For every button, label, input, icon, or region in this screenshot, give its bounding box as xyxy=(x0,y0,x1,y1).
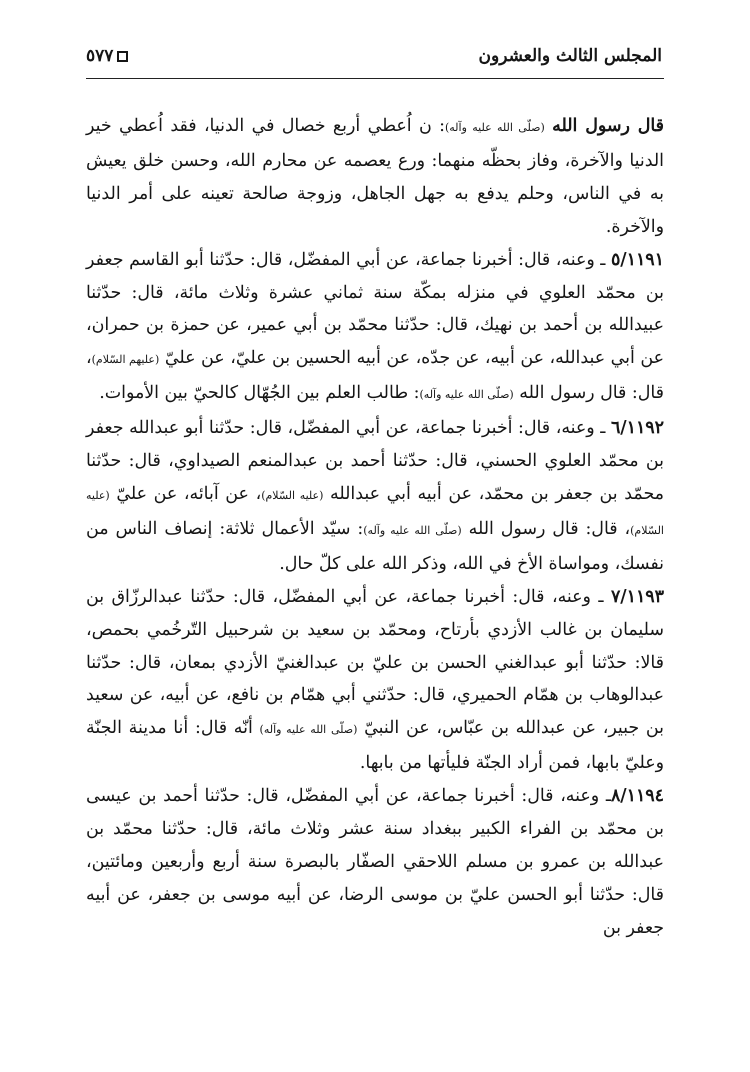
body-text xyxy=(86,110,664,945)
paragraph-text: ، قال: قال رسول الله xyxy=(86,348,664,404)
paragraph-4 xyxy=(86,581,664,780)
salutation: (صلّى الله عليه وآله) xyxy=(259,723,358,737)
header-rule xyxy=(86,78,664,79)
salutation: (عليه السّلام) xyxy=(261,488,324,502)
paragraph-text: ـ وعنه، قال: أخبرنا جماعة، عن أبي المفضّل، قال: حدّثنا أبو عبدالله جعفر بن محمّد العلوي الحسني، قال: حدّثنا أحمد بن عبدالمنعم الصيداوي، قال: حدّثنا محمّد بن جعفر بن محمّد، عن أبيه أبي عبدالله xyxy=(86,418,664,504)
paragraph-3 xyxy=(86,412,664,581)
page-header xyxy=(0,0,750,90)
salutation: (صلّى الله عليه وآله) xyxy=(419,388,514,402)
hadith-number: ٥/١١٩١ xyxy=(610,249,664,270)
paragraph-text: ، عن آبائه، عن عليّ xyxy=(109,483,262,504)
chapter-title: المجلس الثالث والعشرون xyxy=(478,46,662,66)
salutation: (عليهم السّلام) xyxy=(91,353,160,367)
square-icon xyxy=(117,51,128,62)
hadith-number: ٦/١١٩٢ xyxy=(610,418,664,439)
page-number-block xyxy=(86,46,128,66)
salutation: (عليه السّلام) xyxy=(86,488,664,537)
paragraph-2 xyxy=(86,244,664,413)
paragraph-text: : سيّد الأعمال ثلاثة: إنصاف الناس من نفسك، ومواساة الأخ في الله، وذكر الله على كلّ حال. xyxy=(86,518,664,574)
salutation: (صلّى الله عليه وآله) xyxy=(363,523,462,537)
paragraph-text: : طالب العلم بين الجُهّال كالحيّ بين الأموات. xyxy=(99,383,420,404)
paragraph-text: : ن اُعطي أربع خصال في الدنيا، فقد اُعطي خير الدنيا والآخرة، وفاز بحظّه منهما: ورع يعصمه عن محارم الله، وحسن خلق يعيش به في الناس، وحلم يدفع به جهل الجاهل، وزوجة صالحة تعينه على أمر الدنيا والآخرة. xyxy=(86,116,664,237)
page-number: ٥٧٧ xyxy=(86,46,114,66)
hadith-number: ٧/١١٩٣ xyxy=(610,586,664,607)
paragraph-1 xyxy=(86,110,664,244)
paragraph-text: أنّه قال: أنا مدينة الجنّة وعليّ بابها، فمن أراد الجنّة فليأتها من بابها. xyxy=(86,718,664,774)
paragraph-text: ـ وعنه، قال: أخبرنا جماعة، عن أبي المفضّل، قال: حدّثنا أبو القاسم جعفر بن محمّد العلوي في منزله بمكّة سنة ثماني عشرة وثلاث مائة، قال: حدّثنا عبيدالله بن أحمد بن نهيك، قال: حدّثنا محمّد بن أبي عمير، عن حمزة بن حمران، عن أبي عبدالله، عن أبيه، عن جدّه، عن أبيه الحسين بن عليّ، عن عليّ xyxy=(86,249,665,369)
paragraph-text: ـ وعنه، قال: أخبرنا جماعة، عن أبي المفضّل، قال: حدّثنا أحمد بن عيسى بن محمّد بن الفراء الكبير ببغداد سنة عشر وثلاث مائة، قال: حدّثنا محمّد بن عبدالله بن عمرو بن مسلم اللاحقي الصفّار بالبصرة سنة أربع وأربعين ومائتين، قال: حدّثنا أبو الحسن عليّ بن موسى الرضا، عن أبيه موسى بن جعفر، عن أبيه جعفر بن xyxy=(86,786,664,938)
paragraph-text: ـ وعنه، قال: أخبرنا جماعة، عن أبي المفضّل، قال: حدّثنا عبدالرزّاق بن سليمان بن غالب الأزدي بأرتاح، ومحمّد بن سعيد بن شرحبيل التّرخُمي بحمص، قالا: حدّثنا أبو عبدالغني الحسن بن عليّ بن عبدالغنيّ الأزدي بمعان، قال: حدّثنا عبدالوهاب بن همّام الحميري، قال: حدّثني أبي همّام بن نافع، عن أبيه، عن سعيد بن جبير، عن عبدالله بن عبّاس، عن النبيّ xyxy=(86,586,664,739)
paragraph-lead: قال رسول الله xyxy=(552,116,664,136)
salutation: (صلّى الله عليه وآله) xyxy=(444,121,545,134)
paragraph-5 xyxy=(86,780,664,945)
hadith-number: ٨/١١٩٤ xyxy=(610,786,664,807)
paragraph-text: ، قال: قال رسول الله xyxy=(461,518,631,539)
